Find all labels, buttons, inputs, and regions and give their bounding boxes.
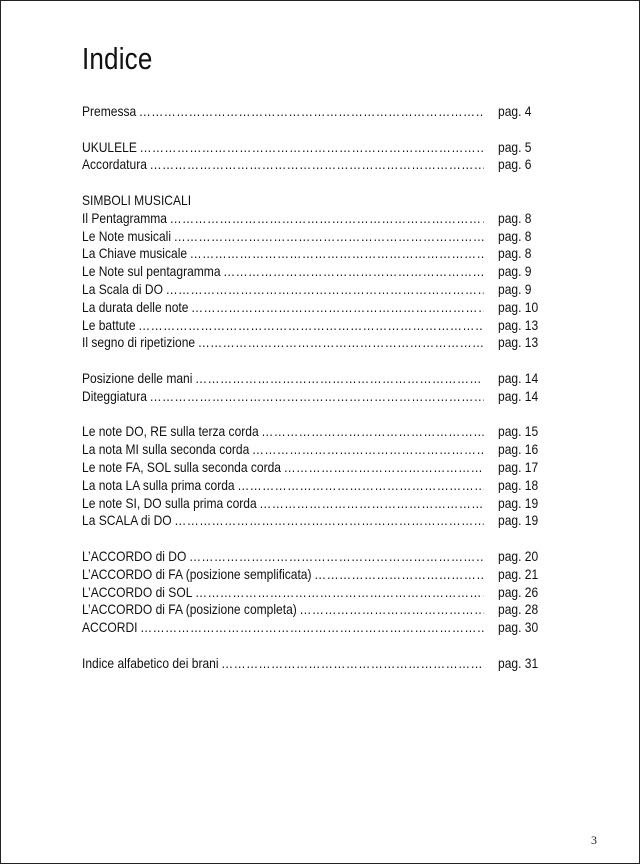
dot-leader bbox=[191, 299, 484, 317]
toc-entry-label: Posizione delle mani bbox=[82, 369, 193, 386]
toc-entry bbox=[82, 655, 540, 673]
toc-entry bbox=[82, 281, 540, 299]
toc-entry bbox=[82, 441, 540, 459]
toc-entry-label: Le note FA, SOL sulla seconda corda bbox=[82, 458, 282, 475]
dot-leader bbox=[166, 281, 484, 299]
toc-entry-label: Diteggiatura bbox=[82, 387, 147, 404]
toc-entry-label: L’ACCORDO di SOL bbox=[82, 583, 193, 600]
toc-entry-page: pag. 28 bbox=[498, 601, 539, 618]
toc-entry-label: La nota LA sulla prima corda bbox=[82, 476, 235, 493]
toc-entry-label: Il segno di ripetizione bbox=[82, 334, 196, 351]
toc-entry-page: pag. 16 bbox=[498, 441, 539, 458]
toc-entry-label: Indice alfabetico dei brani bbox=[82, 654, 219, 671]
toc-entry bbox=[82, 245, 540, 263]
toc-entry-page: pag. 8 bbox=[498, 245, 532, 262]
dot-leader bbox=[150, 388, 484, 406]
toc-entry bbox=[82, 370, 540, 388]
toc-entry-label: UKULELE bbox=[82, 138, 137, 155]
toc-entry bbox=[82, 584, 540, 602]
toc-entry-page: pag. 5 bbox=[498, 138, 532, 155]
dot-leader bbox=[198, 334, 484, 352]
toc-entry-label: Le battute bbox=[82, 316, 136, 333]
dot-leader bbox=[174, 512, 483, 530]
toc-entry bbox=[82, 334, 540, 352]
toc-entry bbox=[82, 495, 540, 513]
dot-leader bbox=[149, 156, 483, 174]
toc-entry-label: La Scala di DO bbox=[82, 280, 163, 297]
toc-entry-label: L’ACCORDO di DO bbox=[82, 547, 187, 564]
page-title: Indice bbox=[82, 41, 153, 76]
dot-leader bbox=[174, 228, 484, 246]
dot-leader bbox=[170, 210, 484, 228]
toc-entry-page: pag. 31 bbox=[498, 654, 539, 671]
dot-leader bbox=[195, 584, 484, 602]
toc-entry-page: pag. 18 bbox=[498, 476, 539, 493]
toc-entry-page: pag. 15 bbox=[498, 423, 539, 440]
toc-entry-label: ACCORDI bbox=[82, 619, 138, 636]
toc-entry-page: pag. 10 bbox=[498, 298, 539, 315]
toc-entry-label: La Chiave musicale bbox=[82, 245, 188, 262]
toc-entry-page: pag. 19 bbox=[498, 512, 539, 529]
dot-leader bbox=[190, 245, 484, 263]
toc-entry-page: pag. 6 bbox=[498, 156, 532, 173]
toc-entry-page: pag. 14 bbox=[498, 369, 539, 386]
toc-entry-page: pag. 30 bbox=[498, 619, 539, 636]
toc-entry bbox=[82, 317, 540, 335]
toc-entry-page: pag. 8 bbox=[498, 227, 532, 244]
toc-entry bbox=[82, 512, 540, 530]
toc-entry-page: pag. 20 bbox=[498, 547, 539, 564]
toc-entry-page: pag. 19 bbox=[498, 494, 539, 511]
toc-entry bbox=[82, 139, 540, 157]
toc-entry bbox=[82, 156, 540, 174]
toc-entry-page: pag. 9 bbox=[498, 280, 532, 297]
dot-leader bbox=[252, 441, 484, 459]
toc-entry-page: pag. 17 bbox=[498, 458, 539, 475]
toc-entry bbox=[82, 423, 540, 441]
dot-leader bbox=[140, 619, 484, 637]
toc-entry-page: pag. 4 bbox=[498, 103, 532, 119]
dot-leader bbox=[299, 601, 483, 619]
toc-entry bbox=[82, 210, 540, 228]
dot-leader bbox=[237, 477, 483, 495]
dot-leader bbox=[195, 370, 484, 388]
dot-leader bbox=[261, 423, 483, 441]
toc-entry-page: pag. 21 bbox=[498, 565, 539, 582]
page-number: 3 bbox=[591, 833, 597, 847]
toc-entry-page: pag. 26 bbox=[498, 583, 539, 600]
table-of-contents bbox=[82, 103, 540, 673]
toc-entry-label: L’ACCORDO di FA (posizione semplificata) bbox=[82, 565, 312, 582]
toc-entry bbox=[82, 548, 540, 566]
dot-leader bbox=[139, 103, 484, 121]
toc-entry-label: L’ACCORDO di FA (posizione completa) bbox=[82, 601, 297, 618]
toc-section-heading bbox=[82, 192, 540, 210]
toc-entry bbox=[82, 263, 540, 281]
dot-leader bbox=[189, 548, 484, 566]
dot-leader bbox=[139, 139, 483, 157]
toc-entry-page: pag. 14 bbox=[498, 387, 539, 404]
toc-entry bbox=[82, 601, 540, 619]
toc-entry-label: Il Pentagramma bbox=[82, 209, 167, 226]
toc-entry-label: Le note SI, DO sulla prima corda bbox=[82, 494, 257, 511]
section-heading-label: SIMBOLI MUSICALI bbox=[82, 191, 192, 208]
toc-entry-label: La durata delle note bbox=[82, 298, 189, 315]
toc-entry-page: pag. 9 bbox=[498, 263, 532, 280]
toc-entry-page: pag. 13 bbox=[498, 334, 539, 351]
toc-entry bbox=[82, 103, 540, 121]
toc-entry bbox=[82, 566, 540, 584]
toc-entry-label: Le Note musicali bbox=[82, 227, 172, 244]
dot-leader bbox=[138, 317, 483, 335]
toc-entry-label: Le note DO, RE sulla terza corda bbox=[82, 423, 259, 440]
toc-entry-page: pag. 13 bbox=[498, 316, 539, 333]
toc-entry-label: Accordatura bbox=[82, 156, 147, 173]
toc-entry bbox=[82, 299, 540, 317]
dot-leader bbox=[284, 459, 484, 477]
toc-entry bbox=[82, 477, 540, 495]
toc-entry bbox=[82, 459, 540, 477]
dot-leader bbox=[314, 566, 484, 584]
dot-leader bbox=[223, 263, 483, 281]
toc-entry bbox=[82, 228, 540, 246]
toc-entry bbox=[82, 388, 540, 406]
toc-entry-label: La SCALA di DO bbox=[82, 512, 172, 529]
dot-leader bbox=[221, 655, 483, 673]
toc-entry-label: La nota MI sulla seconda corda bbox=[82, 441, 250, 458]
toc-entry bbox=[82, 619, 540, 637]
toc-entry-label: Le Note sul pentagramma bbox=[82, 263, 221, 280]
toc-entry-label: Premessa bbox=[82, 103, 137, 119]
toc-entry-page: pag. 8 bbox=[498, 209, 532, 226]
dot-leader bbox=[259, 495, 483, 513]
